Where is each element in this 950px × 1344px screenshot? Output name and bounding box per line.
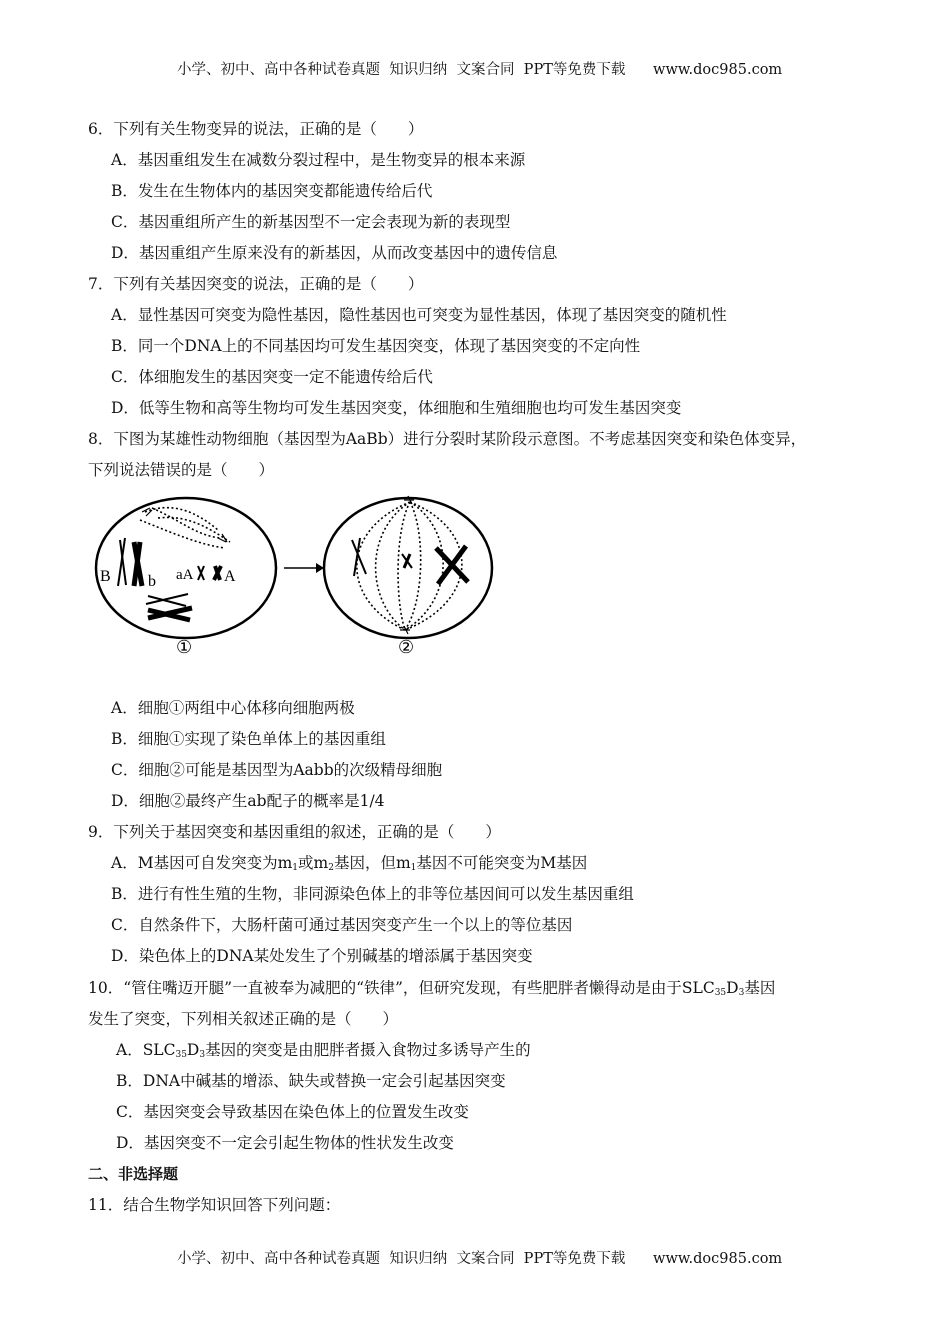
cell-1-spindle [140,508,230,548]
page-header [0,42,950,79]
q6-option-b: B．发生在生物体内的基因突变都能遗传给后代 [111,182,433,200]
q8-stem-line1: 8．下图为某雄性动物细胞（基因型为AaBb）进行分裂时某阶段示意图。不考虑基因突变和染色体变异， [88,430,807,448]
q7-option-a: A．显性基因可突变为隐性基因，隐性基因也可突变为显性基因，体现了基因突变的随机性 [111,306,727,324]
gene-label-B: B [100,568,111,585]
q9-option-d: D．染色体上的DNA某处发生了个别碱基的增添属于基因突变 [111,947,533,965]
q7-option-d: D．低等生物和高等生物均可发生基因突变，体细胞和生殖细胞也均可发生基因突变 [111,399,682,417]
q10-stem-line1: 10．“管住嘴迈开腿”一直被奉为减肥的“铁律”，但研究发现，有些肥胖者懒得动是由于$SLC_{35}D_3$基因 [88,979,776,998]
cell-2-label: ② [398,637,415,657]
q11-stem: 11．结合生物学知识回答下列问题： [88,1196,341,1214]
q7-stem: 7．下列有关基因突变的说法，正确的是（ ） [88,275,424,293]
q9-option-b: B．进行有性生殖的生物，非同源染色体上的非等位基因间可以发生基因重组 [111,885,634,903]
q9-stem: 9．下列关于基因突变和基因重组的叙述，正确的是（ ） [88,823,501,841]
q8-option-a: A．细胞①两组中心体移向细胞两极 [111,699,355,717]
q8-stem-line2: 下列说法错误的是（ ） [88,461,275,479]
q10-option-c: C．基因突变会导致基因在染色体上的位置发生改变 [116,1103,469,1121]
q10-option-d: D．基因突变不一定会引起生物体的性状发生改变 [116,1134,454,1152]
q10-option-b: B．DNA中碱基的增添、缺失或替换一定会引起基因突变 [116,1072,506,1090]
page-footer [0,1231,950,1268]
header-text: 小学、初中、高中各种试卷真题 知识归纳 文案合同 PPT等免费下载 [177,62,626,78]
chromosome-pair-bottom [146,594,192,620]
centrosome-icon [400,496,414,634]
q6-option-a: A．基因重组发生在减数分裂过程中，是生物变异的根本来源 [111,151,526,169]
q7-option-b: B．同一个DNA上的不同基因均可发生基因突变，体现了基因突变的不定向性 [111,337,641,355]
arrow-icon [284,563,324,573]
q8-option-d: D．细胞②最终产生ab配子的概率是1/4 [111,792,385,810]
q8-option-c: C．细胞②可能是基因型为Aabb的次级精母细胞 [111,761,443,779]
section-heading: 二、非选择题 [88,1165,179,1183]
q10-option-a: A．$SLC_{35}D_3$基因的突变是由肥胖者摄入食物过多诱导产生的 [116,1041,531,1060]
cell-division-figure [90,490,500,665]
q9-option-c: C．自然条件下，大肠杆菌可通过基因突变产生一个以上的等位基因 [111,916,573,934]
gene-label-b: b [148,573,156,590]
footer-url[interactable]: www.doc985.com [653,1251,783,1267]
chromosome-pair-Bb [118,538,142,586]
cell-1-label: ① [176,637,193,657]
cell-2-chromosomes [352,538,468,584]
q10-stem-line2: 发生了突变，下列相关叙述正确的是（ ） [88,1010,399,1028]
q6-stem: 6．下列有关生物变异的说法，正确的是（ ） [88,120,424,138]
q7-option-c: C．体细胞发生的基因突变一定不能遗传给后代 [111,368,433,386]
chromosome-pair-Aa [198,566,221,580]
q6-option-d: D．基因重组产生原来没有的新基因，从而改变基因中的遗传信息 [111,244,558,262]
gene-label-A: A [224,568,236,585]
q9-option-a: A．M基因可自发突变为$m_1$或$m_2$基因，但$m_1$基因不可能突变为M基因 [111,854,588,873]
gene-label-aA: aA [176,567,194,583]
cell-2-membrane [324,498,492,638]
q6-option-c: C．基因重组所产生的新基因型不一定会表现为新的表现型 [111,213,511,231]
q8-option-b: B．细胞①实现了染色单体上的基因重组 [111,730,386,748]
header-url[interactable]: www.doc985.com [653,62,783,78]
footer-text: 小学、初中、高中各种试卷真题 知识归纳 文案合同 PPT等免费下载 [177,1251,626,1267]
